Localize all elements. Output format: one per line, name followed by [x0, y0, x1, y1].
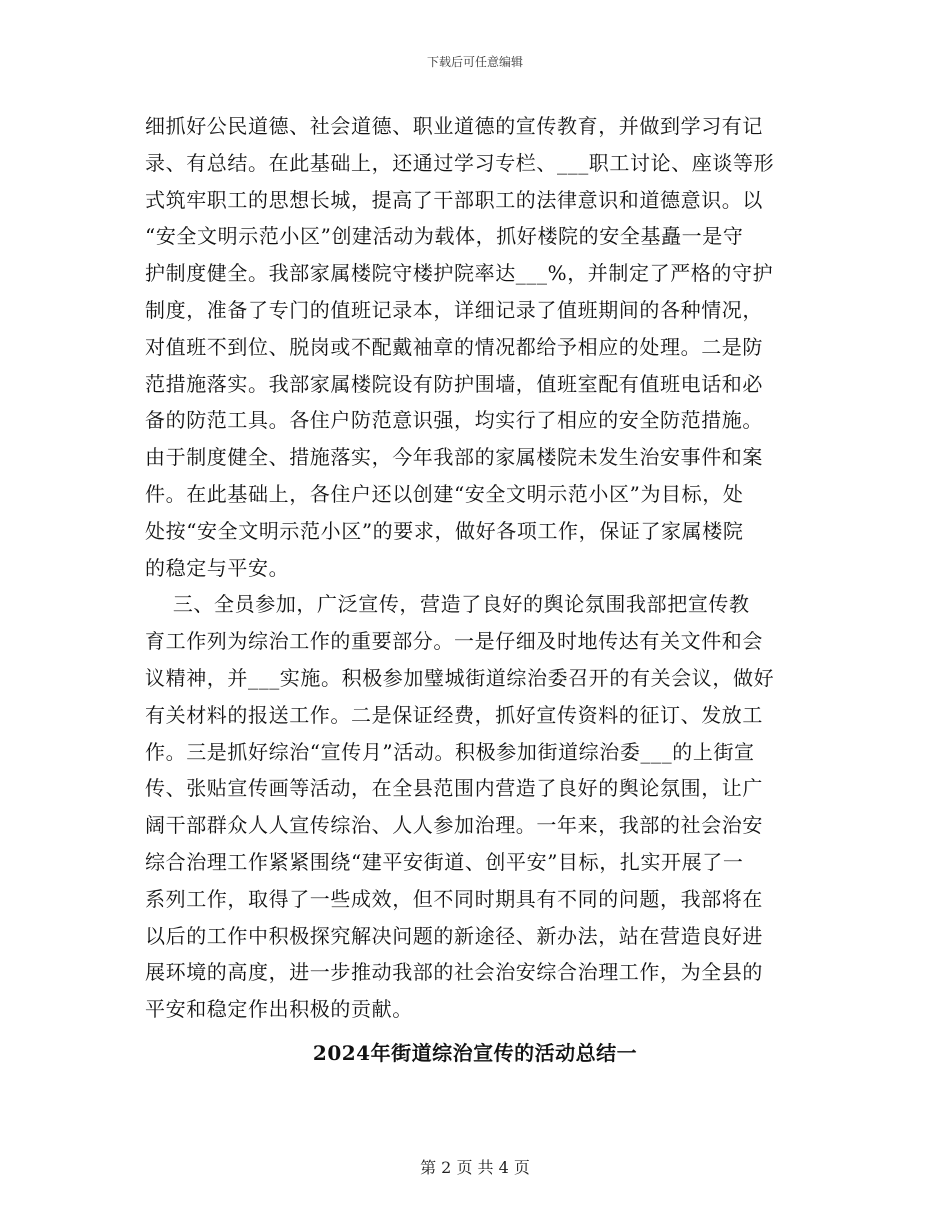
text-line: 由于制度健全、措施落实，今年我部的家属楼院未发生治安事件和案 — [145, 445, 763, 470]
text-line: 录、有总结。在此基础上，还通过学习专栏、___职工讨论、座谈等形 — [145, 150, 775, 175]
text-line: 备的防范工具。各住户防范意识强，均实行了相应的安全防范措施。 — [145, 408, 763, 433]
text-line: 系列工作，取得了一些成效，但不同时期具有不同的问题，我部将在 — [145, 886, 763, 911]
text-line: “安全文明示范小区”创建活动为载体，抓好楼院的安全基矗一是守 — [145, 224, 744, 249]
text-line: 议精神，并___实施。积极参加璧城街道综治委召开的有关会议，做好 — [145, 665, 775, 690]
text-line: 护制度健全。我部家属楼院守楼护院率达___%，并制定了严格的守护 — [145, 261, 774, 286]
text-line: 制度，准备了专门的值班记录本，详细记录了值班期间的各种情况， — [145, 297, 763, 322]
text-line: 传、张贴宣传画等活动，在全县范围内营造了良好的舆论氛围，让广 — [145, 776, 763, 801]
text-line: 式筑牢职工的思想长城，提高了干部职工的法律意识和道德意识。以 — [145, 187, 763, 212]
text-line: 平安和稳定作出积极的贡献。 — [145, 997, 413, 1022]
text-line: 件。在此基础上，各住户还以创建“安全文明示范小区”为目标，处 — [145, 481, 744, 506]
page-header: 下载后可任意编辑 — [426, 55, 523, 69]
text-line: 的稳定与平安。 — [145, 555, 290, 580]
section-heading: 2024年街道综治宣传的活动总结一 — [312, 1041, 638, 1065]
body-text — [145, 108, 810, 1028]
text-line: 展环境的高度，进一步推动我部的社会治安综合治理工作，为全县的 — [145, 960, 763, 985]
text-line: 处按“安全文明示范小区”的要求，做好各项工作，保证了家属楼院 — [145, 518, 744, 543]
text-line: 作。三是抓好综治“宣传月”活动。积极参加街道综治委___的上街宣 — [145, 739, 755, 764]
page-number: 第 2 页 共 4 页 — [420, 1158, 530, 1177]
text-line: 细抓好公民道德、社会道德、职业道德的宣传教育，并做到学习有记 — [145, 114, 763, 138]
text-line: 三、全员参加，广泛宣传，营造了良好的舆论氛围我部把宣传教 — [145, 592, 750, 617]
text-line: 对值班不到位、脱岗或不配戴袖章的情况都给予相应的处理。二是防 — [145, 334, 763, 359]
text-line: 综合治理工作紧紧围绕“建平安街道、创平安”目标，扎实开展了一 — [145, 849, 744, 874]
text-line: 范措施落实。我部家属楼院设有防护围墙，值班室配有值班电话和必 — [145, 371, 763, 396]
text-line: 有关材料的报送工作。二是保证经费，抓好宣传资料的征订、发放工 — [145, 702, 763, 727]
text-line: 阔干部群众人人宣传综治、人人参加治理。一年来，我部的社会治安 — [145, 813, 763, 838]
text-line: 育工作列为综治工作的重要部分。一是仔细及时地传达有关文件和会 — [145, 629, 763, 654]
text-line: 以后的工作中积极探究解决问题的新途径、新办法，站在营造良好进 — [145, 923, 763, 948]
